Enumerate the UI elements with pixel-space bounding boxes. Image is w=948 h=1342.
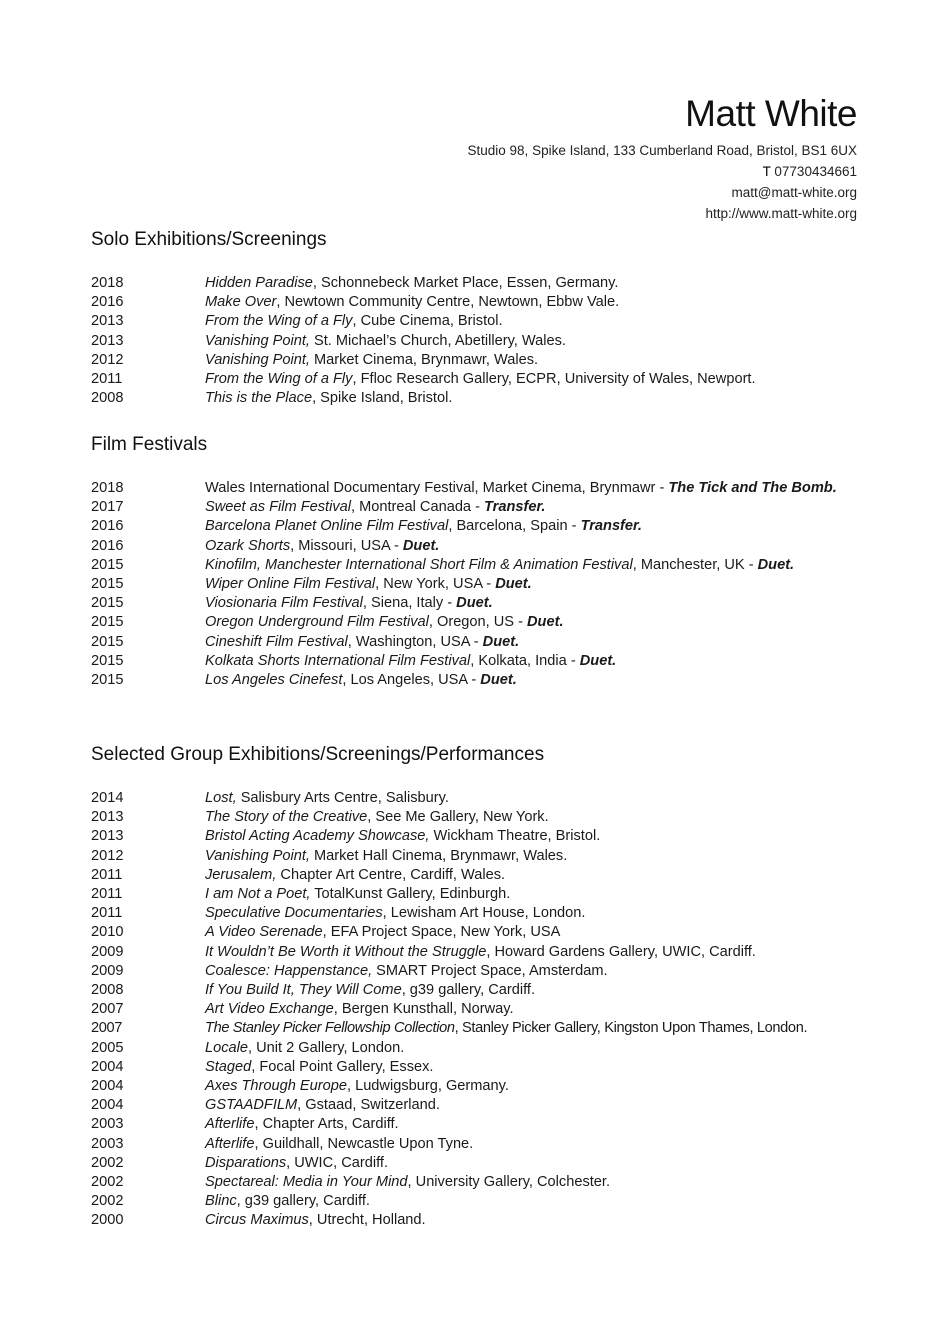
entry-title: Kinofilm, Manchester International Short Film & Animation Festival xyxy=(205,556,633,573)
list-item xyxy=(91,1077,888,1096)
entry-year: 2015 xyxy=(91,576,124,593)
list-item xyxy=(91,293,888,312)
list-item xyxy=(91,1096,888,1115)
festivals-list xyxy=(91,479,888,690)
phone-number: 07730434661 xyxy=(774,164,857,179)
list-item xyxy=(91,885,888,904)
list-item xyxy=(91,575,888,594)
entry-venue: , Washington, USA - xyxy=(347,633,483,650)
entry-year: 2011 xyxy=(91,371,123,388)
festivals-section xyxy=(91,433,888,690)
entry-description xyxy=(205,332,888,351)
entry-description xyxy=(205,1039,888,1058)
entry-year: 2013 xyxy=(91,332,124,349)
entry-title: Speculative Documentaries xyxy=(205,905,383,922)
cv-header xyxy=(468,92,857,224)
entry-description xyxy=(205,370,888,389)
entry-year: 2010 xyxy=(91,924,124,941)
entry-description xyxy=(205,274,888,293)
entry-description xyxy=(205,885,888,904)
entry-work: Duet. xyxy=(527,614,564,631)
group-list xyxy=(91,789,888,1231)
entry-title: Los Angeles Cinefest xyxy=(205,672,343,689)
entry-title: Bristol Acting Academy Showcase, xyxy=(205,828,430,845)
list-item xyxy=(91,389,888,408)
entry-work: Duet. xyxy=(480,672,517,689)
entry-description xyxy=(205,671,888,690)
entry-description xyxy=(205,943,888,962)
entry-year: 2012 xyxy=(91,351,124,368)
list-item xyxy=(91,962,888,981)
entry-venue: , Lewisham Art House, London. xyxy=(382,905,586,922)
entry-year: 2014 xyxy=(91,790,124,806)
entry-year: 2012 xyxy=(91,847,124,864)
entry-title: Coalesce: Happenstance, xyxy=(205,962,373,979)
list-item xyxy=(91,789,888,808)
entry-year: 2003 xyxy=(91,1116,124,1133)
entry-title: Vanishing Point, xyxy=(205,332,310,349)
entry-title: Vanishing Point, xyxy=(205,847,310,864)
list-item xyxy=(91,923,888,942)
email-link[interactable]: matt@matt-white.org xyxy=(731,185,857,200)
entry-year: 2007 xyxy=(91,1020,123,1037)
entry-description xyxy=(205,789,888,808)
entry-description xyxy=(205,556,888,575)
entry-title: Axes Through Europe xyxy=(205,1078,347,1095)
entry-year: 2004 xyxy=(91,1097,124,1114)
entry-year: 2008 xyxy=(91,982,124,999)
entry-year: 2000 xyxy=(91,1212,124,1229)
entry-venue: , Guildhall, Newcastle Upon Tyne. xyxy=(254,1135,474,1152)
list-item xyxy=(91,1039,888,1058)
entry-title: Disparations xyxy=(205,1154,287,1171)
list-item xyxy=(91,1154,888,1173)
solo-list xyxy=(91,274,888,408)
entry-venue: Market Hall Cinema, Brynmawr, Wales. xyxy=(309,847,568,864)
list-item xyxy=(91,671,888,690)
list-item xyxy=(91,904,888,923)
entry-year: 2016 xyxy=(91,537,124,554)
entry-title: If You Build It, They Will Come xyxy=(205,982,402,999)
entry-description xyxy=(205,1019,888,1038)
list-item xyxy=(91,652,888,671)
entry-description xyxy=(205,293,888,312)
entry-title: Spectareal: Media in Your Mind xyxy=(205,1174,408,1191)
entry-venue: Salisbury Arts Centre, Salisbury. xyxy=(236,790,449,806)
list-item xyxy=(91,1192,888,1211)
entry-work: The Tick and The Bomb. xyxy=(668,480,837,496)
entry-title: Ozark Shorts xyxy=(205,537,291,554)
entry-venue: , New York, USA - xyxy=(375,576,496,593)
entry-venue: , Ffloc Research Gallery, ECPR, University of Wales, Newport. xyxy=(352,371,756,388)
entry-description xyxy=(205,575,888,594)
entry-work: Duet. xyxy=(456,595,493,612)
entry-year: 2007 xyxy=(91,1001,124,1018)
entry-title: Afterlife xyxy=(205,1135,255,1152)
entry-description xyxy=(205,613,888,632)
list-item xyxy=(91,981,888,1000)
phone-line xyxy=(468,161,857,182)
entry-title: From the Wing of a Fly xyxy=(205,371,353,388)
entry-venue: , Chapter Arts, Cardiff. xyxy=(254,1116,399,1133)
entry-title: Hidden Paradise xyxy=(205,275,313,291)
entry-venue: Market Cinema, Brynmawr, Wales. xyxy=(309,351,539,368)
entry-description xyxy=(205,1096,888,1115)
entry-description xyxy=(205,351,888,370)
entry-venue: , g39 gallery, Cardiff. xyxy=(236,1193,370,1210)
entry-work: Duet. xyxy=(579,652,617,669)
entry-venue: , Howard Gardens Gallery, UWIC, Cardiff. xyxy=(486,943,756,960)
entry-venue: Wales International Documentary Festival, Market Cinema, Brynmawr - xyxy=(205,480,669,496)
section-heading-festivals: Film Festivals xyxy=(91,434,208,455)
entry-work: Duet. xyxy=(402,537,440,554)
entry-title: Cineshift Film Festival xyxy=(205,633,348,650)
entry-work: Duet. xyxy=(482,633,520,650)
entry-venue: , UWIC, Cardiff. xyxy=(286,1154,389,1171)
entry-venue: , See Me Gallery, New York. xyxy=(367,809,549,826)
entry-year: 2016 xyxy=(91,518,124,535)
entry-title: The Stanley Picker Fellowship Collection xyxy=(205,1020,455,1037)
entry-description xyxy=(205,1000,888,1019)
list-item xyxy=(91,594,888,613)
entry-title: Circus Maximus xyxy=(205,1212,309,1229)
list-item xyxy=(91,1019,888,1038)
entry-title: Wiper Online Film Festival xyxy=(205,576,376,593)
entry-work: Duet. xyxy=(757,556,795,573)
entry-venue: , Barcelona, Spain - xyxy=(448,518,581,535)
list-item xyxy=(91,556,888,575)
entry-description xyxy=(205,847,888,866)
group-section xyxy=(91,743,888,1231)
entry-description xyxy=(205,498,888,517)
address: Studio 98, Spike Island, 133 Cumberland Road, Bristol, BS1 6UX xyxy=(467,143,857,158)
entry-description xyxy=(205,537,888,556)
list-item xyxy=(91,1135,888,1154)
entry-year: 2011 xyxy=(91,866,123,883)
entry-year: 2009 xyxy=(91,962,124,979)
list-item xyxy=(91,370,888,389)
entry-title: Viosionaria Film Festival xyxy=(205,595,363,612)
entry-title: It Wouldn’t Be Worth it Without the Struggle xyxy=(205,943,487,960)
entry-description xyxy=(205,962,888,981)
entry-venue: , Schonnebeck Market Place, Essen, Germany. xyxy=(312,275,619,291)
entry-description xyxy=(205,1192,888,1211)
list-item xyxy=(91,517,888,536)
entry-title: Jerusalem, xyxy=(205,866,277,883)
entry-year: 2008 xyxy=(91,390,124,407)
list-item xyxy=(91,498,888,517)
list-item xyxy=(91,1115,888,1134)
list-item xyxy=(91,943,888,962)
entry-year: 2015 xyxy=(91,595,124,612)
entry-venue: SMART Project Space, Amsterdam. xyxy=(372,962,608,979)
entry-description xyxy=(205,479,888,498)
entry-title: GSTAADFILM xyxy=(205,1097,298,1114)
section-heading-solo: Solo Exhibitions/Screenings xyxy=(91,229,327,250)
entry-description xyxy=(205,517,888,536)
entry-description xyxy=(205,904,888,923)
entry-year: 2016 xyxy=(91,294,124,311)
entry-title: The Story of the Creative xyxy=(205,809,368,826)
entry-venue: , Bergen Kunsthall, Norway. xyxy=(333,1001,514,1018)
entry-year: 2015 xyxy=(91,672,124,689)
list-item xyxy=(91,537,888,556)
entry-venue: , Los Angeles, USA - xyxy=(342,672,481,689)
entry-year: 2002 xyxy=(91,1154,124,1171)
entry-title: Kolkata Shorts International Film Festival xyxy=(205,652,471,669)
entry-venue: , Newtown Community Centre, Newtown, Ebbw Vale. xyxy=(276,294,620,311)
entry-description xyxy=(205,1211,888,1230)
entry-venue: , Gstaad, Switzerland. xyxy=(297,1097,440,1114)
entry-description xyxy=(205,1173,888,1192)
entry-venue: , Kolkata, India - xyxy=(470,652,580,669)
entry-venue: Chapter Art Centre, Cardiff, Wales. xyxy=(276,866,506,883)
entry-year: 2015 xyxy=(91,652,124,669)
phone-prefix: T xyxy=(762,164,775,179)
entry-work: Transfer. xyxy=(484,499,546,516)
entry-venue: TotalKunst Gallery, Edinburgh. xyxy=(310,886,511,903)
entry-description xyxy=(205,652,888,671)
entry-year: 2015 xyxy=(91,614,124,631)
list-item xyxy=(91,1000,888,1019)
section-heading-group: Selected Group Exhibitions/Screenings/Performances xyxy=(91,744,545,765)
entry-venue: St. Michael’s Church, Abetillery, Wales. xyxy=(309,332,566,349)
entry-title: Sweet as Film Festival xyxy=(205,499,351,516)
person-name: Matt White xyxy=(685,93,857,134)
entry-year: 2004 xyxy=(91,1058,124,1075)
website-link[interactable]: http://www.matt-white.org xyxy=(705,206,857,221)
entry-description xyxy=(205,923,888,942)
entry-year: 2011 xyxy=(91,905,123,922)
entry-year: 2002 xyxy=(91,1193,124,1210)
entry-venue: , Montreal Canada - xyxy=(350,499,485,516)
list-item xyxy=(91,1211,888,1230)
list-item xyxy=(91,847,888,866)
list-item xyxy=(91,1058,888,1077)
entry-year: 2018 xyxy=(91,275,124,291)
entry-work: Duet. xyxy=(495,576,532,593)
entry-venue: , EFA Project Space, New York, USA xyxy=(322,924,561,941)
entry-title: Lost, xyxy=(205,790,237,806)
entry-description xyxy=(205,594,888,613)
entry-venue: , Manchester, UK - xyxy=(632,556,758,573)
entry-year: 2013 xyxy=(91,313,124,330)
entry-venue: , Focal Point Gallery, Essex. xyxy=(251,1058,434,1075)
list-item xyxy=(91,274,888,293)
entry-year: 2017 xyxy=(91,499,124,516)
entry-title: This is the Place xyxy=(205,390,313,407)
entry-description xyxy=(205,866,888,885)
entry-description xyxy=(205,1058,888,1077)
list-item xyxy=(91,312,888,331)
list-item xyxy=(91,633,888,652)
entry-description xyxy=(205,981,888,1000)
entry-title: Locale xyxy=(205,1039,249,1056)
list-item xyxy=(91,808,888,827)
entry-description xyxy=(205,808,888,827)
entry-year: 2002 xyxy=(91,1174,124,1191)
entry-title: Afterlife xyxy=(205,1116,255,1133)
entry-venue: , Spike Island, Bristol. xyxy=(312,390,453,407)
entry-title: I am Not a Poet, xyxy=(205,886,311,903)
entry-description xyxy=(205,1077,888,1096)
entry-description xyxy=(205,1135,888,1154)
entry-title: Staged xyxy=(205,1058,252,1075)
list-item xyxy=(91,479,888,498)
entry-title: Oregon Underground Film Festival xyxy=(205,614,429,631)
entry-year: 2003 xyxy=(91,1135,124,1152)
list-item xyxy=(91,866,888,885)
entry-venue: , University Gallery, Colchester. xyxy=(407,1174,611,1191)
entry-venue: , Ludwigsburg, Germany. xyxy=(346,1078,509,1095)
entry-year: 2004 xyxy=(91,1078,124,1095)
entry-title: Barcelona Planet Online Film Festival xyxy=(205,518,449,535)
entry-year: 2015 xyxy=(91,633,124,650)
entry-year: 2015 xyxy=(91,556,124,573)
list-item xyxy=(91,332,888,351)
entry-venue: , Missouri, USA - xyxy=(290,537,403,554)
entry-description xyxy=(205,827,888,846)
entry-year: 2009 xyxy=(91,943,124,960)
list-item xyxy=(91,613,888,632)
entry-venue: , Utrecht, Holland. xyxy=(308,1212,426,1229)
entry-venue: , Unit 2 Gallery, London. xyxy=(248,1039,405,1056)
entry-venue: , Siena, Italy - xyxy=(362,595,457,612)
entry-title: Vanishing Point, xyxy=(205,351,310,368)
entry-year: 2018 xyxy=(91,480,124,496)
entry-description xyxy=(205,633,888,652)
entry-venue: , Oregon, US - xyxy=(428,614,528,631)
entry-year: 2005 xyxy=(91,1039,124,1056)
entry-title: From the Wing of a Fly xyxy=(205,313,353,330)
entry-year: 2011 xyxy=(91,886,123,903)
solo-section xyxy=(91,228,888,408)
entry-venue: , Stanley Picker Gallery, Kingston Upon Thames, London. xyxy=(454,1020,808,1037)
entry-description xyxy=(205,389,888,408)
entry-venue: , g39 gallery, Cardiff. xyxy=(401,982,536,999)
entry-description xyxy=(205,1115,888,1134)
entry-work: Transfer. xyxy=(580,518,642,535)
entry-year: 2013 xyxy=(91,809,124,826)
entry-venue: Wickham Theatre, Bristol. xyxy=(429,828,601,845)
list-item xyxy=(91,351,888,370)
entry-title: A Video Serenade xyxy=(205,924,323,941)
list-item xyxy=(91,827,888,846)
entry-year: 2013 xyxy=(91,828,124,845)
entry-title: Blinc xyxy=(205,1193,237,1210)
entry-title: Make Over xyxy=(205,294,277,311)
entry-description xyxy=(205,1154,888,1173)
entry-description xyxy=(205,312,888,331)
list-item xyxy=(91,1173,888,1192)
entry-title: Art Video Exchange xyxy=(205,1001,334,1018)
entry-venue: , Cube Cinema, Bristol. xyxy=(352,313,503,330)
